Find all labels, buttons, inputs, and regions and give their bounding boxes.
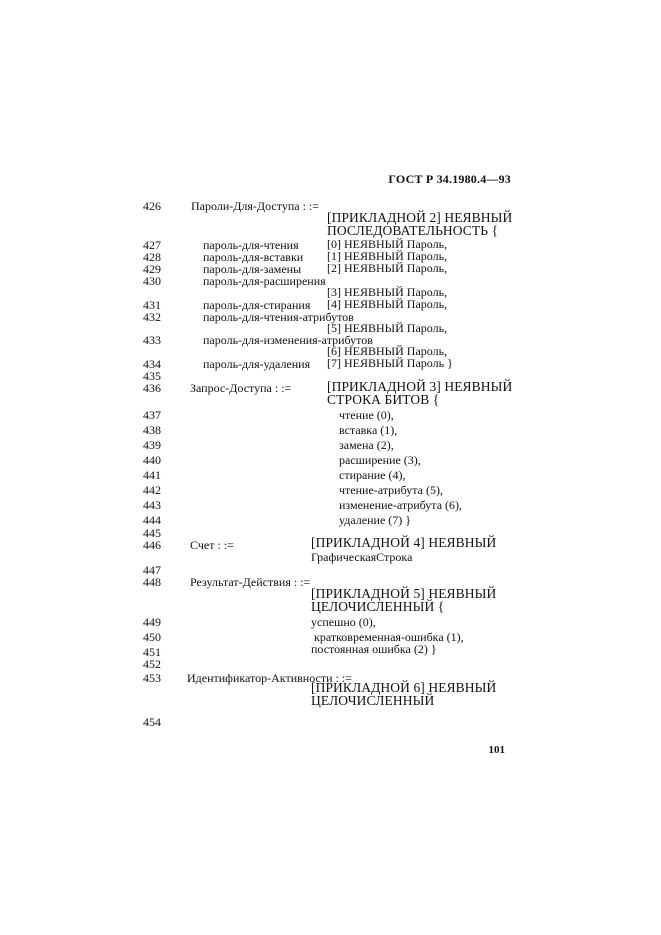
enum-item: успешно (0), (311, 615, 376, 629)
enum-item: удаление (7) } (339, 513, 412, 527)
definition-name: Пароли-Для-Доступа : := (191, 199, 320, 213)
field-type: [6] НЕЯВНЫЙ Пароль, (327, 344, 448, 358)
line-number: 446 (143, 538, 161, 552)
definition-type: ЦЕЛОЧИСЛЕННЫЙ (311, 693, 435, 708)
line-number: 450 (143, 630, 161, 644)
enum-item: замена (2), (339, 438, 394, 452)
field-type: [1] НЕЯВНЫЙ Пароль, (327, 249, 448, 263)
line-number: 454 (143, 715, 161, 729)
definition-name: Идентификатор-Активности : := (187, 671, 352, 685)
field-name: пароль-для-чтения (203, 238, 299, 252)
definition-name: Результат-Действия : := (190, 575, 311, 589)
field-name: пароль-для-замены (203, 262, 302, 276)
line-number: 435 (143, 369, 161, 383)
line-number: 451 (143, 645, 161, 659)
page-number: 101 (488, 744, 505, 756)
definition-type: СТРОКА БИТОВ { (327, 392, 440, 407)
line-number: 452 (143, 657, 161, 671)
line-number: 438 (143, 423, 161, 437)
enum-item: постоянная ошибка (2) } (311, 642, 437, 656)
line-number: 448 (143, 575, 161, 589)
field-type: [3] НЕЯВНЫЙ Пароль, (327, 285, 448, 299)
line-number: 434 (143, 357, 161, 371)
definition-tag: [ПРИКЛАДНОЙ 3] НЕЯВНЫЙ (327, 379, 513, 394)
enum-item: кратковременная-ошибка (1), (314, 630, 464, 644)
enum-item: чтение-атрибута (5), (339, 483, 443, 497)
field-type: [4] НЕЯВНЫЙ Пароль, (327, 297, 448, 311)
definition-tag: [ПРИКЛАДНОЙ 4] НЕЯВНЫЙ (311, 535, 497, 550)
line-number: 442 (143, 483, 161, 497)
line-number: 443 (143, 498, 161, 512)
enum-item: стирание (4), (339, 468, 406, 482)
field-name: пароль-для-расширения (203, 274, 326, 288)
definition-tag: [ПРИКЛАДНОЙ 2] НЕЯВНЫЙ (327, 210, 513, 225)
definition-type: ЦЕЛОЧИСЛЕННЫЙ { (311, 599, 445, 614)
line-number: 431 (143, 298, 161, 312)
definition-name: Запрос-Доступа : := (190, 381, 292, 395)
line-number: 445 (143, 526, 161, 540)
line-number: 447 (143, 563, 161, 577)
definition-name: Счет : := (190, 538, 234, 552)
field-name: пароль-для-изменения-атрибутов (203, 333, 373, 347)
line-number: 453 (143, 671, 161, 685)
field-type: [7] НЕЯВНЫЙ Пароль } (327, 356, 453, 370)
document-header: ГОСТ Р 34.1980.4—93 (388, 172, 511, 186)
line-number: 427 (143, 238, 161, 252)
field-name: пароль-для-вставки (203, 250, 304, 264)
field-name: пароль-для-удаления (203, 357, 311, 371)
line-number: 437 (143, 408, 161, 422)
line-number: 426 (143, 199, 161, 213)
enum-item: чтение (0), (339, 408, 394, 422)
line-number: 433 (143, 333, 161, 347)
line-number: 444 (143, 513, 161, 527)
line-number: 439 (143, 438, 161, 452)
field-name: пароль-для-стирания (203, 298, 311, 312)
enum-item: расширение (3), (339, 453, 421, 467)
line-number: 449 (143, 615, 161, 629)
enum-item: изменение-атрибута (6), (339, 498, 463, 512)
field-name: пароль-для-чтения-атрибутов (203, 310, 354, 324)
definition-tag: [ПРИКЛАДНОЙ 6] НЕЯВНЫЙ (311, 680, 497, 695)
definition-type: ГрафическаяСтрока (311, 550, 413, 564)
line-number: 441 (143, 468, 161, 482)
line-number: 428 (143, 250, 161, 264)
line-number: 440 (143, 453, 161, 467)
line-number: 429 (143, 262, 161, 276)
field-type: [2] НЕЯВНЫЙ Пароль, (327, 261, 448, 275)
line-number: 430 (143, 274, 161, 288)
definition-tag: [ПРИКЛАДНОЙ 5] НЕЯВНЫЙ (311, 586, 497, 601)
line-number: 432 (143, 310, 161, 324)
field-type: [5] НЕЯВНЫЙ Пароль, (327, 321, 448, 335)
field-type: [0] НЕЯВНЫЙ Пароль, (327, 237, 448, 251)
definition-type: ПОСЛЕДОВАТЕЛЬНОСТЬ { (327, 223, 499, 238)
enum-item: вставка (1), (339, 423, 398, 437)
line-number: 436 (143, 381, 161, 395)
